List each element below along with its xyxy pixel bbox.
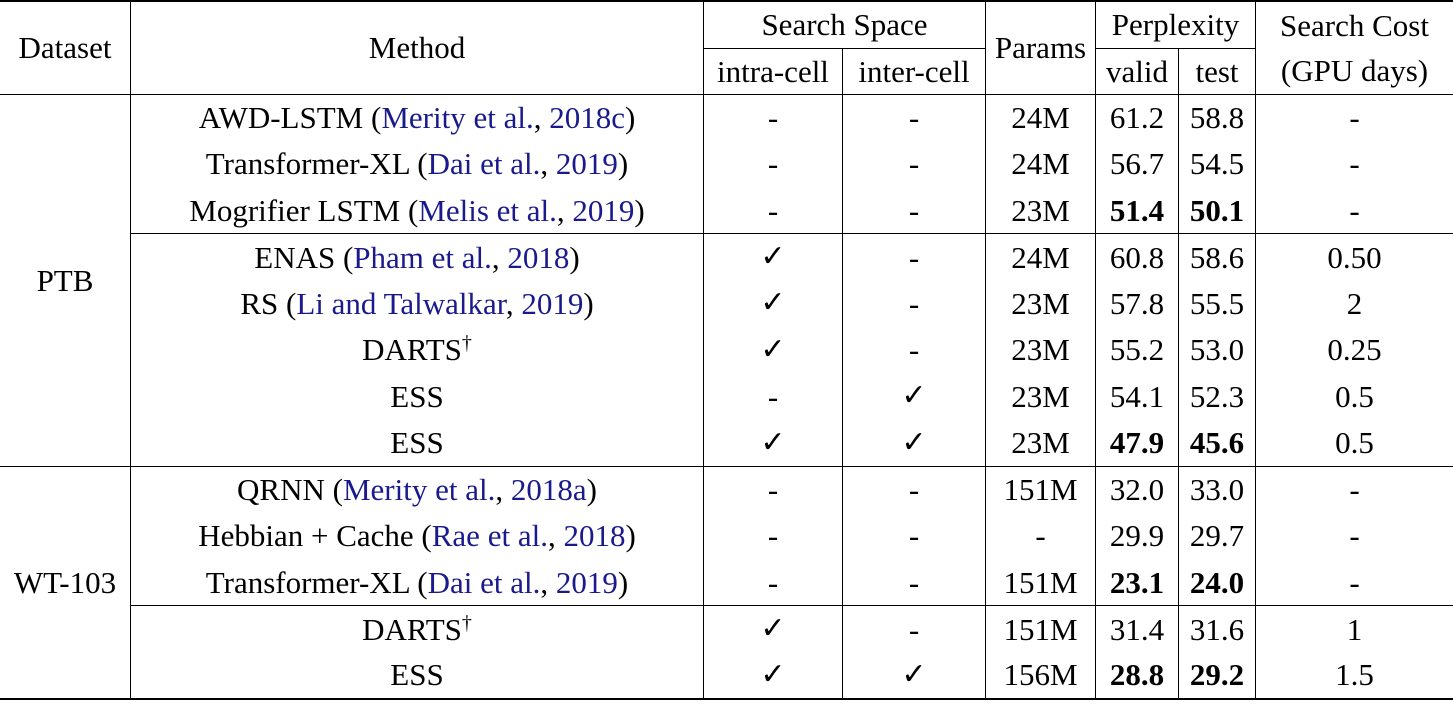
table-row [0,234,1453,281]
header-intra-cell: intra-cell [704,48,843,94]
search-cost-value: 2 [1256,280,1453,327]
method-name: ESS [390,425,444,460]
search-cost-value: - [1256,513,1453,560]
citation-year-link[interactable]: 2018 [507,239,570,275]
params-value: 156M [986,652,1096,699]
checkmark-icon: ✓ [843,652,986,699]
table-row [0,373,1453,420]
method-cell: Mogrifier LSTM (Melis et al., 2019) [131,187,704,234]
method-cell: Transformer-XL (Dai et al., 2019) [131,559,704,606]
intra-cell-value: - [704,94,843,141]
search-cost-value: 0.25 [1256,327,1453,374]
params-value: 23M [986,420,1096,467]
dataset-cell: WT-103 [0,466,131,699]
citation-author-link[interactable]: Melis et al. [418,192,557,228]
checkmark-icon: ✓ [704,327,843,374]
method-name: ENAS [254,239,336,275]
search-cost-value: 0.5 [1256,420,1453,467]
search-cost-value: - [1256,466,1453,513]
method-cell: AWD-LSTM (Merity et al., 2018c) [131,94,704,141]
header-inter-cell: inter-cell [843,48,986,94]
params-value: 23M [986,327,1096,374]
test-perplexity: 45.6 [1179,420,1256,467]
method-name: RS [240,285,279,321]
inter-cell-value: - [843,187,986,234]
params-value: 23M [986,373,1096,420]
method-name: ESS [390,657,444,693]
table-row [0,94,1453,141]
header-search-space: Search Space [704,1,986,48]
method-name: Transformer-XL [205,564,410,600]
params-value: 24M [986,94,1096,141]
method-cell: QRNN (Merity et al., 2018a) [131,466,704,513]
method-cell: Hebbian + Cache (Rae et al., 2018) [131,513,704,560]
table-row [0,420,1453,467]
header-dataset: Dataset [0,1,131,94]
header-method: Method [131,1,704,94]
intra-cell-value: - [704,513,843,560]
params-value: - [986,513,1096,560]
valid-perplexity: 56.7 [1096,141,1179,188]
table-row [0,466,1453,513]
dataset-cell: PTB [36,262,94,298]
table-body [0,94,1453,699]
params-value: 151M [986,559,1096,606]
citation-author-link[interactable]: Rae et al. [431,518,548,554]
inter-cell-value: - [843,559,986,606]
inter-cell-value: - [843,234,986,281]
search-cost-value: - [1256,559,1453,606]
intra-cell-value: - [704,373,843,420]
inter-cell-value: - [843,513,986,560]
method-name: DARTS [362,611,462,647]
intra-cell-value: - [704,187,843,234]
inter-cell-value: - [843,327,986,374]
method-cell [131,373,704,420]
test-perplexity: 29.7 [1179,513,1256,560]
valid-perplexity: 54.1 [1096,373,1179,420]
test-perplexity: 52.3 [1179,373,1256,420]
method-name: Hebbian + Cache [198,518,414,554]
method-name: Mogrifier LSTM [189,192,401,228]
search-cost-value: - [1256,141,1453,188]
inter-cell-value: - [843,280,986,327]
search-cost-value: 1.5 [1256,652,1453,699]
method-cell [131,420,704,467]
citation-year-link[interactable]: 2018 [563,518,626,554]
table-row [0,280,1453,327]
citation-author-link[interactable]: Dai et al. [427,564,541,600]
method-cell [131,606,704,653]
test-perplexity: 50.1 [1179,187,1256,234]
valid-perplexity: 31.4 [1096,606,1179,653]
checkmark-icon: ✓ [843,420,986,467]
method-cell [131,652,704,699]
inter-cell-value: - [843,606,986,653]
table-row [0,141,1453,188]
test-perplexity: 54.5 [1179,141,1256,188]
search-cost-value: 0.5 [1256,373,1453,420]
table-row [0,187,1453,234]
valid-perplexity: 57.8 [1096,280,1179,327]
intra-cell-value: - [704,466,843,513]
valid-perplexity: 51.4 [1096,187,1179,234]
header-gpu-days: (GPU days) [1256,48,1453,94]
test-perplexity: 58.6 [1179,234,1256,281]
test-perplexity: 24.0 [1179,559,1256,606]
valid-perplexity: 60.8 [1096,234,1179,281]
citation-author-link[interactable]: Li and Talwalkar [296,285,506,321]
params-value: 151M [986,606,1096,653]
checkmark-icon: ✓ [704,234,843,281]
header-search-cost: Search Cost [1256,1,1453,48]
method-name: AWD-LSTM [198,100,364,135]
test-perplexity: 31.6 [1179,606,1256,653]
table-row [0,559,1453,606]
test-perplexity: 33.0 [1179,466,1256,513]
dagger-mark: † [461,332,472,355]
method-cell: Transformer-XL (Dai et al., 2019) [131,141,704,188]
citation-year-link[interactable]: 2019 [555,564,618,600]
search-cost-value: 0.50 [1256,234,1453,281]
method-cell: ENAS (Pham et al., 2018) [131,234,704,281]
valid-perplexity: 55.2 [1096,327,1179,374]
table-row [0,606,1453,653]
params-value: 24M [986,234,1096,281]
inter-cell-value: - [843,94,986,141]
inter-cell-value: - [843,141,986,188]
table-row [0,513,1453,560]
intra-cell-value: - [704,559,843,606]
valid-perplexity: 29.9 [1096,513,1179,560]
intra-cell-value: - [704,141,843,188]
valid-perplexity: 23.1 [1096,559,1179,606]
citation-author-link[interactable]: Dai et al. [427,146,541,182]
method-cell: RS (Li and Talwalkar, 2019) [131,280,704,327]
inter-cell-value: - [843,466,986,513]
method-name: ESS [390,378,444,414]
valid-perplexity: 28.8 [1096,652,1179,699]
test-perplexity: 29.2 [1179,652,1256,699]
checkmark-icon: ✓ [704,652,843,699]
test-perplexity: 58.8 [1179,94,1256,141]
valid-perplexity: 32.0 [1096,466,1179,513]
header-params: Params [986,1,1096,94]
table-row [0,652,1453,699]
test-perplexity: 53.0 [1179,327,1256,374]
header-test: test [1179,48,1256,94]
checkmark-icon: ✓ [843,373,986,420]
checkmark-icon: ✓ [704,420,843,467]
header-row-1 [0,1,1453,48]
citation-year-link[interactable]: 2018a [510,472,587,507]
citation-year-link[interactable]: 2018c [549,100,625,135]
citation-author-link[interactable]: Pham et al. [353,239,492,275]
checkmark-icon: ✓ [704,280,843,327]
citation-year-link[interactable]: 2019 [521,285,584,321]
dagger-mark: † [461,611,472,634]
search-cost-value: 1 [1256,606,1453,653]
method-cell [131,327,704,374]
params-value: 24M [986,141,1096,188]
valid-perplexity: 61.2 [1096,94,1179,141]
search-cost-value: - [1256,187,1453,234]
citation-author-link[interactable]: Merity et al. [342,472,496,507]
citation-year-link[interactable]: 2019 [572,192,635,228]
table-row [0,327,1453,374]
params-value: 23M [986,280,1096,327]
citation-year-link[interactable]: 2019 [555,146,618,182]
method-name: QRNN [237,472,325,507]
method-name: Transformer-XL [205,146,410,182]
citation-author-link[interactable]: Merity et al. [381,100,534,135]
params-value: 151M [986,466,1096,513]
params-value: 23M [986,187,1096,234]
search-cost-value: - [1256,94,1453,141]
header-perplexity: Perplexity [1096,1,1256,48]
valid-perplexity: 47.9 [1096,420,1179,467]
method-name: DARTS [362,332,462,368]
checkmark-icon: ✓ [704,606,843,653]
test-perplexity: 55.5 [1179,280,1256,327]
header-valid: valid [1096,48,1179,94]
